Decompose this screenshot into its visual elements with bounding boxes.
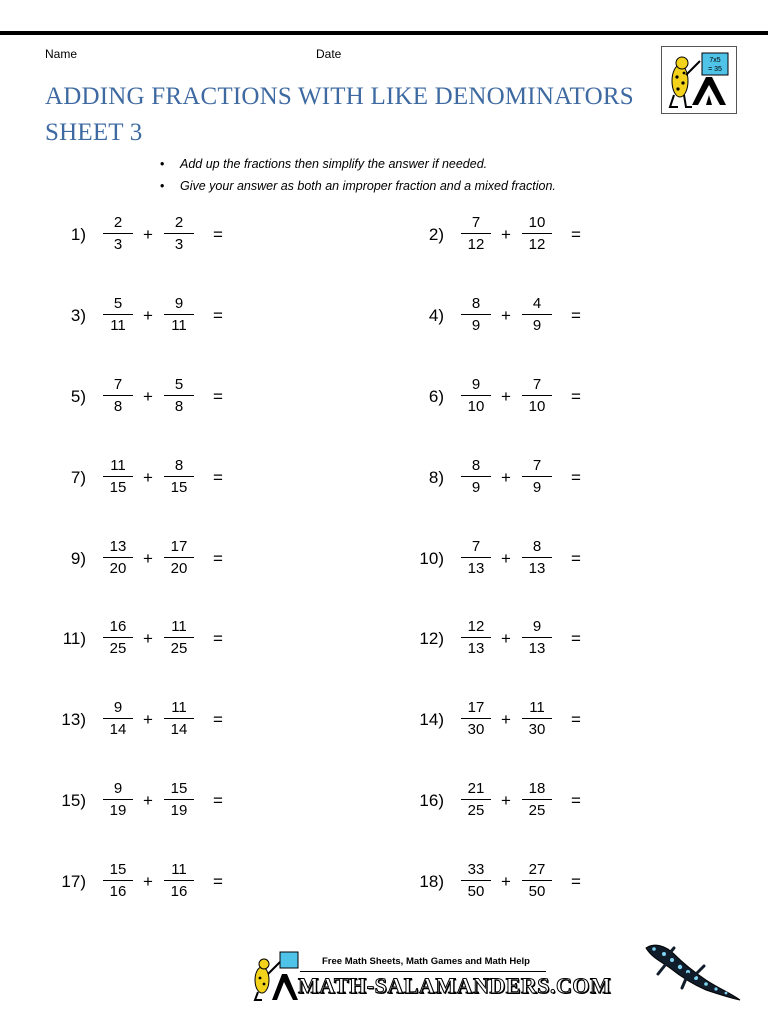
plus-sign: + <box>501 468 511 487</box>
fraction-a <box>456 618 496 657</box>
plus-sign: + <box>143 629 153 648</box>
fraction-bar <box>461 233 491 234</box>
problem-item <box>400 780 610 820</box>
salamander-teacher-icon <box>662 47 736 113</box>
numerator: 18 <box>528 780 546 797</box>
problem-number: 8) <box>428 468 444 487</box>
denominator: 50 <box>528 883 546 900</box>
fraction-bar <box>103 557 133 558</box>
problem-item <box>400 457 610 497</box>
numerator: 4 <box>532 295 542 312</box>
numerator: 21 <box>467 780 485 797</box>
fraction-bar <box>103 314 133 315</box>
denominator: 3 <box>113 236 123 253</box>
denominator: 30 <box>467 721 485 738</box>
denominator: 9 <box>471 479 481 496</box>
equals-sign: = <box>571 225 581 244</box>
numerator: 2 <box>113 214 123 231</box>
fraction-a <box>98 699 138 738</box>
salamander-icon <box>640 938 744 1008</box>
numerator: 7 <box>532 376 542 393</box>
fraction-a <box>456 538 496 577</box>
equals-sign: = <box>213 629 223 648</box>
fraction-b <box>159 699 199 738</box>
fraction-bar <box>461 476 491 477</box>
numerator: 15 <box>170 780 188 797</box>
fraction-a <box>456 861 496 900</box>
plus-sign: + <box>501 710 511 729</box>
equals-sign: = <box>571 872 581 891</box>
numerator: 7 <box>532 457 542 474</box>
fraction-bar <box>164 880 194 881</box>
denominator: 50 <box>467 883 485 900</box>
problem-item <box>42 457 252 497</box>
denominator: 11 <box>171 317 187 334</box>
fraction-b <box>159 618 199 657</box>
numerator: 8 <box>471 295 481 312</box>
fraction-b <box>517 618 557 657</box>
denominator: 20 <box>170 560 188 577</box>
equals-sign: = <box>213 791 223 810</box>
fraction-bar <box>103 476 133 477</box>
fraction-bar <box>164 799 194 800</box>
date-label: Date <box>316 47 342 61</box>
fraction-a <box>98 457 138 496</box>
plus-sign: + <box>143 225 153 244</box>
numerator: 9 <box>532 618 542 635</box>
problem-item <box>400 214 610 254</box>
numerator: 9 <box>174 295 184 312</box>
fraction-bar <box>164 476 194 477</box>
numerator: 9 <box>471 376 481 393</box>
fraction-bar <box>522 799 552 800</box>
fraction-bar <box>522 637 552 638</box>
problem-number: 17) <box>61 872 86 891</box>
numerator: 8 <box>174 457 184 474</box>
denominator: 19 <box>170 802 188 819</box>
denominator: 13 <box>467 560 485 577</box>
denominator: 14 <box>109 721 127 738</box>
denominator: 11 <box>110 317 126 334</box>
problem-number: 13) <box>61 710 86 729</box>
numerator: 8 <box>532 538 542 555</box>
numerator: 12 <box>467 618 485 635</box>
denominator: 13 <box>528 640 546 657</box>
numerator: 7 <box>471 538 481 555</box>
fraction-bar <box>103 799 133 800</box>
denominator: 30 <box>528 721 546 738</box>
problem-item <box>400 618 610 658</box>
fraction-bar <box>164 718 194 719</box>
problem-item <box>400 699 610 739</box>
problem-number: 4) <box>428 306 444 325</box>
numerator: 11 <box>110 457 126 474</box>
problem-number: 7) <box>70 468 86 487</box>
equals-sign: = <box>213 225 223 244</box>
denominator: 9 <box>532 317 542 334</box>
fraction-a <box>456 699 496 738</box>
fraction-bar <box>522 476 552 477</box>
problem-item <box>42 295 252 335</box>
problem-item <box>42 376 252 416</box>
problem-item <box>400 861 610 901</box>
fraction-bar <box>461 314 491 315</box>
top-rule <box>0 31 768 35</box>
fraction-bar <box>461 880 491 881</box>
instructions-list <box>160 155 556 199</box>
numerator: 13 <box>109 538 127 555</box>
equals-sign: = <box>213 306 223 325</box>
numerator: 5 <box>113 295 123 312</box>
fraction-bar <box>164 557 194 558</box>
equals-sign: = <box>571 468 581 487</box>
fraction-bar <box>103 880 133 881</box>
fraction-bar <box>461 557 491 558</box>
fraction-a <box>98 618 138 657</box>
fraction-b <box>517 538 557 577</box>
numerator: 17 <box>170 538 188 555</box>
plus-sign: + <box>143 468 153 487</box>
fraction-bar <box>164 314 194 315</box>
problem-number: 12) <box>419 629 444 648</box>
denominator: 9 <box>471 317 481 334</box>
problem-item <box>400 376 610 416</box>
fraction-bar <box>461 637 491 638</box>
fraction-a <box>98 295 138 334</box>
numerator: 9 <box>113 780 123 797</box>
fraction-bar <box>164 233 194 234</box>
problem-item <box>42 699 252 739</box>
denominator: 25 <box>170 640 188 657</box>
plus-sign: + <box>143 387 153 406</box>
fraction-b <box>517 861 557 900</box>
numerator: 8 <box>471 457 481 474</box>
fraction-a <box>98 861 138 900</box>
problem-number: 16) <box>419 791 444 810</box>
denominator: 25 <box>528 802 546 819</box>
fraction-bar <box>103 637 133 638</box>
problem-number: 10) <box>419 549 444 568</box>
denominator: 9 <box>532 479 542 496</box>
plus-sign: + <box>143 306 153 325</box>
fraction-bar <box>522 557 552 558</box>
fraction-a <box>98 538 138 577</box>
denominator: 10 <box>528 398 546 415</box>
fraction-a <box>456 780 496 819</box>
salamander-illustration <box>640 938 744 1008</box>
footer-logo <box>250 950 300 1002</box>
numerator: 27 <box>528 861 546 878</box>
denominator: 25 <box>467 802 485 819</box>
numerator: 33 <box>467 861 485 878</box>
fraction-b <box>517 214 557 253</box>
plus-sign: + <box>143 710 153 729</box>
fraction-bar <box>461 395 491 396</box>
plus-sign: + <box>501 387 511 406</box>
fraction-bar <box>461 718 491 719</box>
footer-brand: MATH-SALAMANDERS.COM <box>298 973 612 998</box>
denominator: 13 <box>467 640 485 657</box>
fraction-b <box>517 376 557 415</box>
plus-sign: + <box>143 791 153 810</box>
fraction-bar <box>164 395 194 396</box>
numerator: 11 <box>171 699 187 716</box>
numerator: 9 <box>113 699 123 716</box>
plus-sign: + <box>501 549 511 568</box>
problem-number: 1) <box>70 225 86 244</box>
fraction-b <box>517 780 557 819</box>
fraction-bar <box>103 233 133 234</box>
equals-sign: = <box>213 549 223 568</box>
plus-sign: + <box>501 225 511 244</box>
numerator: 11 <box>171 618 187 635</box>
salamander-teacher-icon <box>250 950 300 1002</box>
numerator: 15 <box>109 861 127 878</box>
instruction-item: • Give your answer as both an improper fraction and a mixed fraction. <box>160 177 556 199</box>
numerator: 16 <box>109 618 127 635</box>
equals-sign: = <box>213 710 223 729</box>
numerator: 7 <box>471 214 481 231</box>
problem-number: 5) <box>70 387 86 406</box>
problem-number: 3) <box>70 306 86 325</box>
equals-sign: = <box>571 306 581 325</box>
fraction-a <box>456 457 496 496</box>
denominator: 12 <box>467 236 485 253</box>
equals-sign: = <box>571 549 581 568</box>
denominator: 19 <box>109 802 127 819</box>
logo-board-line2: = 35 <box>708 66 722 73</box>
denominator: 10 <box>467 398 485 415</box>
plus-sign: + <box>501 791 511 810</box>
problem-number: 2) <box>428 225 444 244</box>
fraction-a <box>456 295 496 334</box>
fraction-a <box>456 376 496 415</box>
fraction-bar <box>522 395 552 396</box>
fraction-bar <box>103 395 133 396</box>
fraction-b <box>517 457 557 496</box>
equals-sign: = <box>571 791 581 810</box>
fraction-b <box>159 214 199 253</box>
fraction-b <box>517 699 557 738</box>
problem-item <box>42 214 252 254</box>
plus-sign: + <box>501 872 511 891</box>
denominator: 20 <box>109 560 127 577</box>
name-label: Name <box>45 47 78 61</box>
denominator: 15 <box>109 479 127 496</box>
fraction-b <box>517 295 557 334</box>
equals-sign: = <box>213 468 223 487</box>
equals-sign: = <box>213 872 223 891</box>
problem-item <box>400 538 610 578</box>
site-logo <box>661 46 737 114</box>
fraction-bar <box>522 718 552 719</box>
denominator: 12 <box>528 236 546 253</box>
fraction-a <box>456 214 496 253</box>
fraction-b <box>159 538 199 577</box>
problem-number: 14) <box>419 710 444 729</box>
fraction-bar <box>522 314 552 315</box>
equals-sign: = <box>571 387 581 406</box>
plus-sign: + <box>143 549 153 568</box>
footer-tagline: Free Math Sheets, Math Games and Math Help <box>322 956 530 967</box>
problem-item <box>42 618 252 658</box>
instruction-item: • Add up the fractions then simplify the answer if needed. <box>160 155 556 177</box>
problem-number: 15) <box>61 791 86 810</box>
numerator: 7 <box>113 376 123 393</box>
denominator: 13 <box>528 560 546 577</box>
denominator: 8 <box>174 398 184 415</box>
fraction-bar <box>164 637 194 638</box>
denominator: 15 <box>170 479 188 496</box>
numerator: 11 <box>529 699 545 716</box>
fraction-b <box>159 861 199 900</box>
numerator: 17 <box>467 699 485 716</box>
denominator: 14 <box>170 721 188 738</box>
numerator: 5 <box>174 376 184 393</box>
denominator: 16 <box>170 883 188 900</box>
fraction-bar <box>522 880 552 881</box>
fraction-b <box>159 295 199 334</box>
problem-number: 18) <box>419 872 444 891</box>
denominator: 3 <box>174 236 184 253</box>
plus-sign: + <box>501 306 511 325</box>
fraction-a <box>98 780 138 819</box>
plus-sign: + <box>143 872 153 891</box>
problem-number: 11) <box>62 629 86 648</box>
numerator: 10 <box>528 214 546 231</box>
numerator: 11 <box>171 861 187 878</box>
denominator: 25 <box>109 640 127 657</box>
denominator: 16 <box>109 883 127 900</box>
footer-rule <box>300 971 546 972</box>
problem-item <box>42 780 252 820</box>
page-subtitle: SHEET 3 <box>45 119 143 146</box>
page-title: ADDING FRACTIONS WITH LIKE DENOMINATORS <box>45 83 634 110</box>
fraction-b <box>159 376 199 415</box>
logo-board-line1: 7x5 <box>709 57 721 64</box>
fraction-a <box>98 376 138 415</box>
fraction-bar <box>103 718 133 719</box>
equals-sign: = <box>571 710 581 729</box>
problem-item <box>400 295 610 335</box>
fraction-bar <box>522 233 552 234</box>
numerator: 2 <box>174 214 184 231</box>
problem-number: 9) <box>70 549 86 568</box>
denominator: 8 <box>113 398 123 415</box>
problem-item <box>42 861 252 901</box>
fraction-bar <box>461 799 491 800</box>
fraction-a <box>98 214 138 253</box>
equals-sign: = <box>213 387 223 406</box>
problem-item <box>42 538 252 578</box>
equals-sign: = <box>571 629 581 648</box>
fraction-b <box>159 457 199 496</box>
problem-number: 6) <box>428 387 444 406</box>
plus-sign: + <box>501 629 511 648</box>
fraction-b <box>159 780 199 819</box>
